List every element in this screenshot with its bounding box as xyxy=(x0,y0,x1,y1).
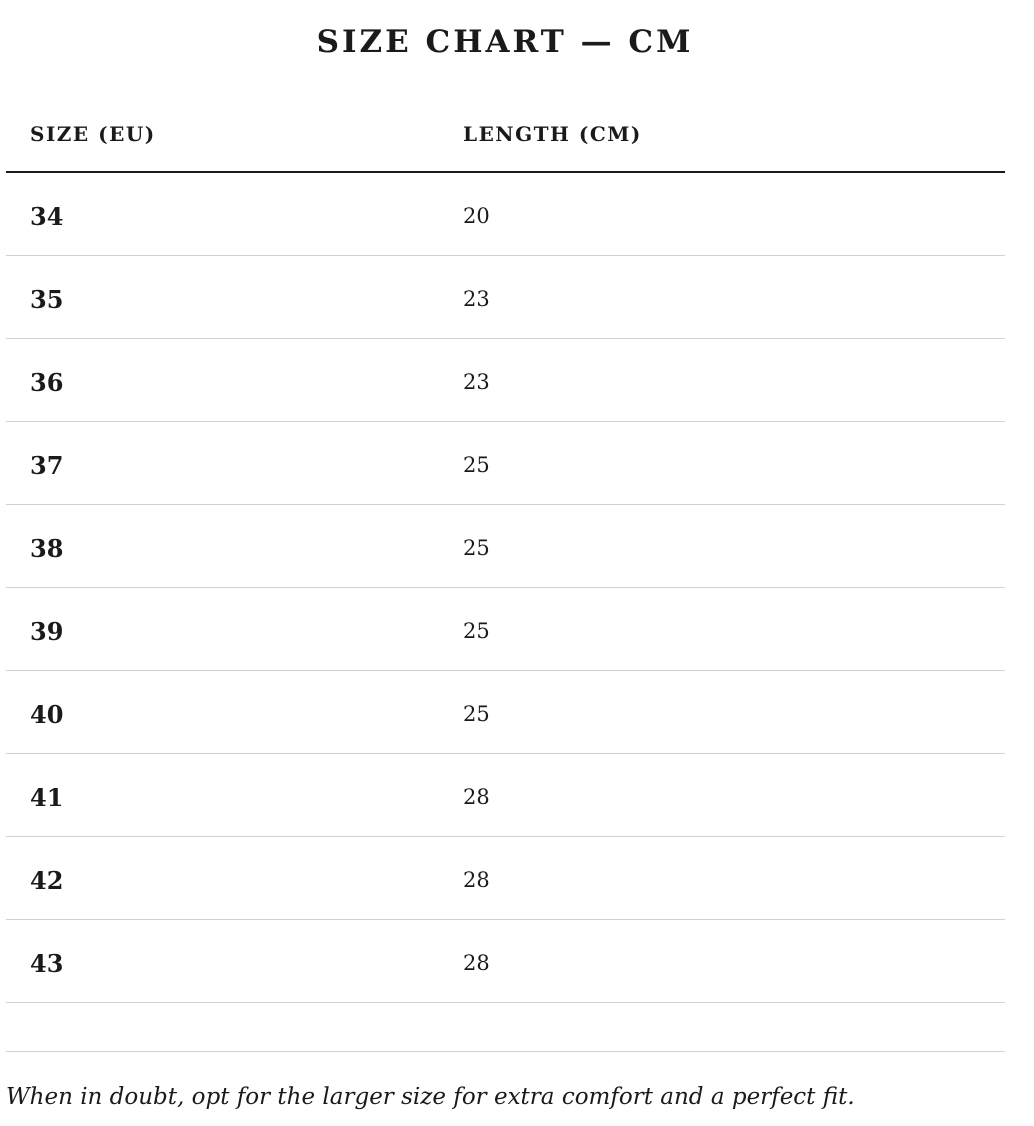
size-cell: 37 xyxy=(30,451,64,480)
fit-advice-note: When in doubt, opt for the larger size for extra comfort and a perfect fit. xyxy=(6,1084,855,1110)
table-row xyxy=(6,173,1005,256)
table-row xyxy=(6,671,1005,754)
size-cell: 43 xyxy=(30,949,64,978)
size-cell: 40 xyxy=(30,700,64,729)
length-cell: 20 xyxy=(463,204,490,228)
size-cell: 41 xyxy=(30,783,64,812)
size-cell: 36 xyxy=(30,368,64,397)
length-cell: 28 xyxy=(463,951,490,975)
length-cell: 28 xyxy=(463,868,490,892)
column-header-length: LENGTH (CM) xyxy=(463,122,642,146)
length-cell: 23 xyxy=(463,287,490,311)
table-row xyxy=(6,422,1005,505)
page-title: SIZE CHART — CM xyxy=(316,24,694,60)
length-cell: 25 xyxy=(463,702,490,726)
size-cell: 39 xyxy=(30,617,64,646)
table-row xyxy=(6,339,1005,422)
table-row xyxy=(6,256,1005,339)
size-chart-table xyxy=(6,96,1005,1052)
table-row xyxy=(6,505,1005,588)
size-cell: 34 xyxy=(30,202,64,231)
table-row xyxy=(6,920,1005,1003)
table-row xyxy=(6,837,1005,920)
length-cell: 25 xyxy=(463,453,490,477)
table-row xyxy=(6,754,1005,837)
table-header-row xyxy=(6,96,1005,173)
table-footer-divider xyxy=(6,1003,1005,1052)
length-cell: 25 xyxy=(463,619,490,643)
table-row xyxy=(6,588,1005,671)
column-header-size: SIZE (EU) xyxy=(30,122,156,146)
size-cell: 35 xyxy=(30,285,64,314)
length-cell: 25 xyxy=(463,536,490,560)
size-cell: 38 xyxy=(30,534,64,563)
length-cell: 23 xyxy=(463,370,490,394)
size-cell: 42 xyxy=(30,866,64,895)
length-cell: 28 xyxy=(463,785,490,809)
